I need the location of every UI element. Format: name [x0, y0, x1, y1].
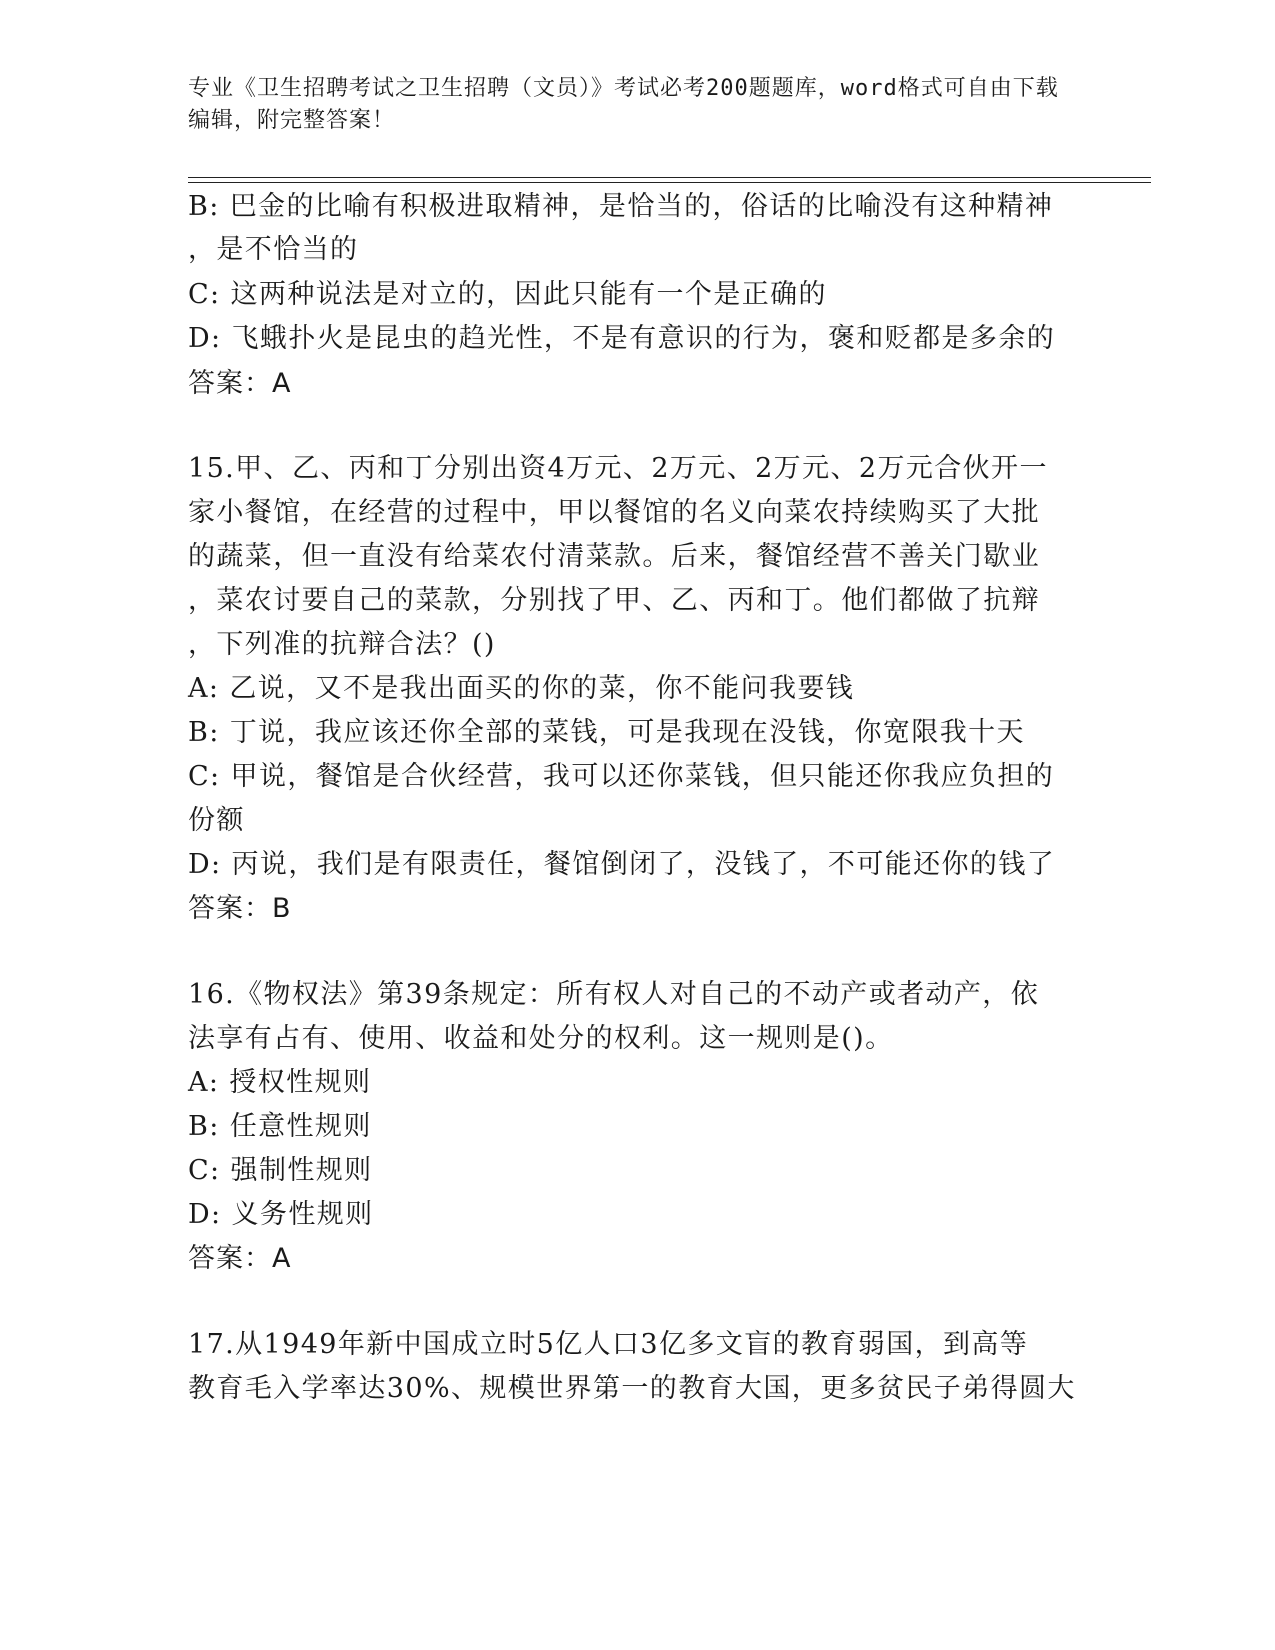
- q14-answer: 答案：A: [188, 368, 292, 399]
- q17-stem: 17.从1949年新中国成立时5亿人口3亿多文盲的教育弱国，到高等: [188, 1329, 1029, 1360]
- q15-option-c: C: 甲说，餐馆是合伙经营，我可以还你菜钱，但只能还你我应负担的: [188, 761, 1055, 792]
- q16-option-b: B: 任意性规则: [188, 1111, 372, 1142]
- q15-stem-line-4: ，菜农讨要自己的菜款，分别找了甲、乙、丙和丁。他们都做了抗辩: [188, 585, 1040, 616]
- q14-option-c: C: 这两种说法是对立的，因此只能有一个是正确的: [188, 279, 827, 310]
- q15-stem-line-2: 家小餐馆，在经营的过程中，甲以餐馆的名义向菜农持续购买了大批: [188, 497, 1040, 528]
- q16-option-d: D: 义务性规则: [188, 1199, 374, 1230]
- q16-stem-line-2: 法享有占有、使用、收益和处分的权利。这一规则是()。: [188, 1023, 894, 1054]
- q15-option-b: B: 丁说，我应该还你全部的菜钱，可是我现在没钱，你宽限我十天: [188, 717, 1025, 748]
- q15-option-a: A: 乙说，又不是我出面买的你的菜，你不能问我要钱: [188, 673, 855, 704]
- header-rule-top: [188, 177, 1151, 178]
- q14-option-d: D: 飞蛾扑火是昆虫的趋光性，不是有意识的行为，褒和贬都是多余的: [188, 323, 1056, 354]
- q15-stem: 15.甲、乙、丙和丁分别出资4万元、2万元、2万元、2万元合伙开一: [188, 453, 1048, 484]
- document-header: 专业《卫生招聘考试之卫生招聘（文员）》考试必考200题题库，word格式可自由下载编辑，附完整答案！: [188, 76, 1059, 133]
- q15-stem-line-3: 的蔬菜，但一直没有给菜农付清菜款。后来，餐馆经营不善关门歇业: [188, 541, 1040, 572]
- q17-stem-line-2: 教育毛入学率达30%、规模世界第一的教育大国，更多贫民子弟得圆大: [188, 1373, 1076, 1404]
- q15-stem-line-5: ，下列准的抗辩合法？(): [188, 629, 496, 660]
- q16-answer: 答案：A: [188, 1243, 292, 1274]
- q15-option-c-cont: 份额: [188, 805, 245, 836]
- q16-stem: 16.《物权法》第39条规定：所有权人对自己的不动产或者动产，依: [188, 979, 1040, 1010]
- q14-option-b: B: 巴金的比喻有积极进取精神，是恰当的，俗话的比喻没有这种精神: [188, 191, 1054, 222]
- q16-option-c: C: 强制性规则: [188, 1155, 373, 1186]
- q15-answer: 答案：B: [188, 893, 292, 924]
- q16-option-a: A: 授权性规则: [188, 1067, 372, 1098]
- q15-option-d: D: 丙说，我们是有限责任，餐馆倒闭了，没钱了，不可能还你的钱了: [188, 849, 1056, 880]
- q14-option-b-cont: ，是不恰当的: [188, 234, 359, 265]
- header-rule-bottom: [188, 182, 1151, 183]
